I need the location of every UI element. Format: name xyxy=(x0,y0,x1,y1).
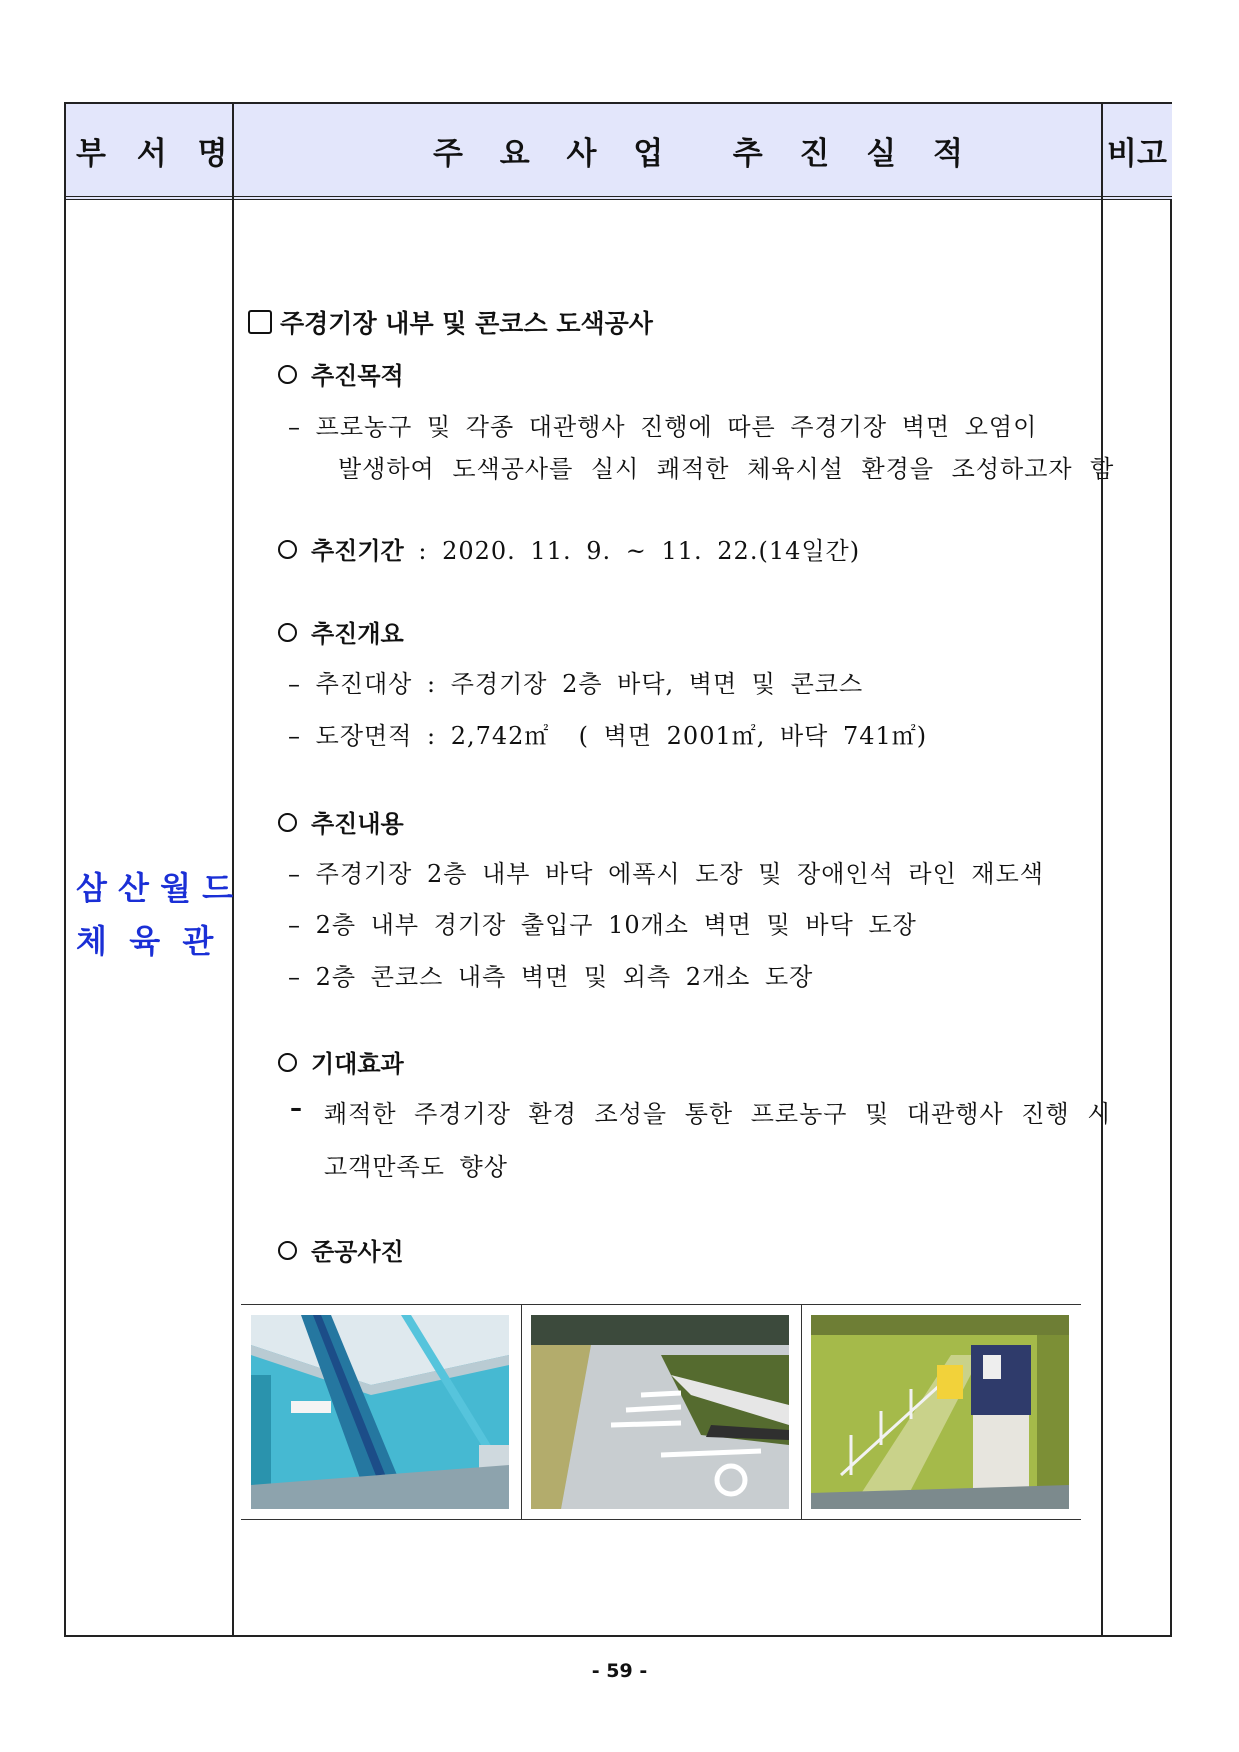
overview-item: – 추진대상 : 주경기장 2층 바닥, 벽면 및 콘코스 xyxy=(288,670,864,698)
circle-bullet-icon xyxy=(278,813,297,832)
effect-text-line: 쾌적한 주경기장 환경 조성을 통한 프로농구 및 대관행사 진행 시 xyxy=(324,1100,1112,1128)
overview-item: – 도장면적 : 2,742㎡ ( 벽면 2001㎡, 바닥 741㎡) xyxy=(288,722,928,750)
section-title: 주경기장 내부 및 콘코스 도색공사 xyxy=(248,304,653,340)
contents-heading: 추진내용 xyxy=(278,804,404,839)
column-divider xyxy=(1101,104,1103,1635)
header-dept-label: 부 서 명 xyxy=(76,135,228,172)
period-row xyxy=(278,531,860,566)
contents-item: – 2층 내부 경기장 출입구 10개소 벽면 및 바닥 도장 xyxy=(288,911,917,939)
photo-green-stairwell xyxy=(811,1315,1069,1509)
contents-item: – 주경기장 2층 내부 바닥 에폭시 도장 및 장애인석 라인 재도색 xyxy=(288,860,1044,888)
header-remark-cell xyxy=(1102,104,1172,200)
effect-bullet: – xyxy=(290,1094,302,1122)
department-name xyxy=(66,862,232,968)
photo-painted-concourse-floor xyxy=(531,1315,789,1509)
circle-bullet-icon xyxy=(278,1241,297,1260)
department-line: 체 육 관 xyxy=(76,922,214,960)
header-main-label: 주 요 사 업 추 진 실 적 xyxy=(433,135,967,172)
header-remark-label: 비고 xyxy=(1107,135,1167,172)
purpose-heading: 추진목적 xyxy=(278,356,404,391)
circle-bullet-icon xyxy=(278,1053,297,1072)
circle-bullet-icon xyxy=(278,540,297,559)
circle-bullet-icon xyxy=(278,623,297,642)
header-dept-cell xyxy=(66,104,232,200)
contents-item: – 2층 콘코스 내측 벽면 및 외측 2개소 도장 xyxy=(288,963,814,991)
effect-heading: 기대효과 xyxy=(278,1044,404,1079)
photo-divider xyxy=(521,1305,522,1519)
photo-divider xyxy=(801,1305,802,1519)
photo-blue-wall xyxy=(251,1315,509,1509)
header-main-cell xyxy=(233,104,1167,200)
period-value: : 2020. 11. 9. ~ 11. 22.(14일간) xyxy=(403,537,861,565)
purpose-text-line: – 프로농구 및 각종 대관행사 진행에 따른 주경기장 벽면 오염이 xyxy=(288,413,1038,441)
report-table xyxy=(64,102,1172,1637)
page-number: - 59 - xyxy=(591,1660,648,1682)
purpose-text-line: 발생하여 도색공사를 실시 쾌적한 체육시설 환경을 조성하고자 함 xyxy=(338,455,1115,483)
department-line: 삼 산 월 드 xyxy=(76,869,234,907)
photo-strip xyxy=(241,1304,1081,1520)
photos-heading: 준공사진 xyxy=(278,1232,404,1267)
effect-text-line: 고객만족도 향상 xyxy=(324,1153,508,1181)
overview-heading: 추진개요 xyxy=(278,614,404,649)
checkbox-square-icon xyxy=(248,310,272,334)
circle-bullet-icon xyxy=(278,365,297,384)
period-heading: 추진기간 xyxy=(311,537,404,565)
